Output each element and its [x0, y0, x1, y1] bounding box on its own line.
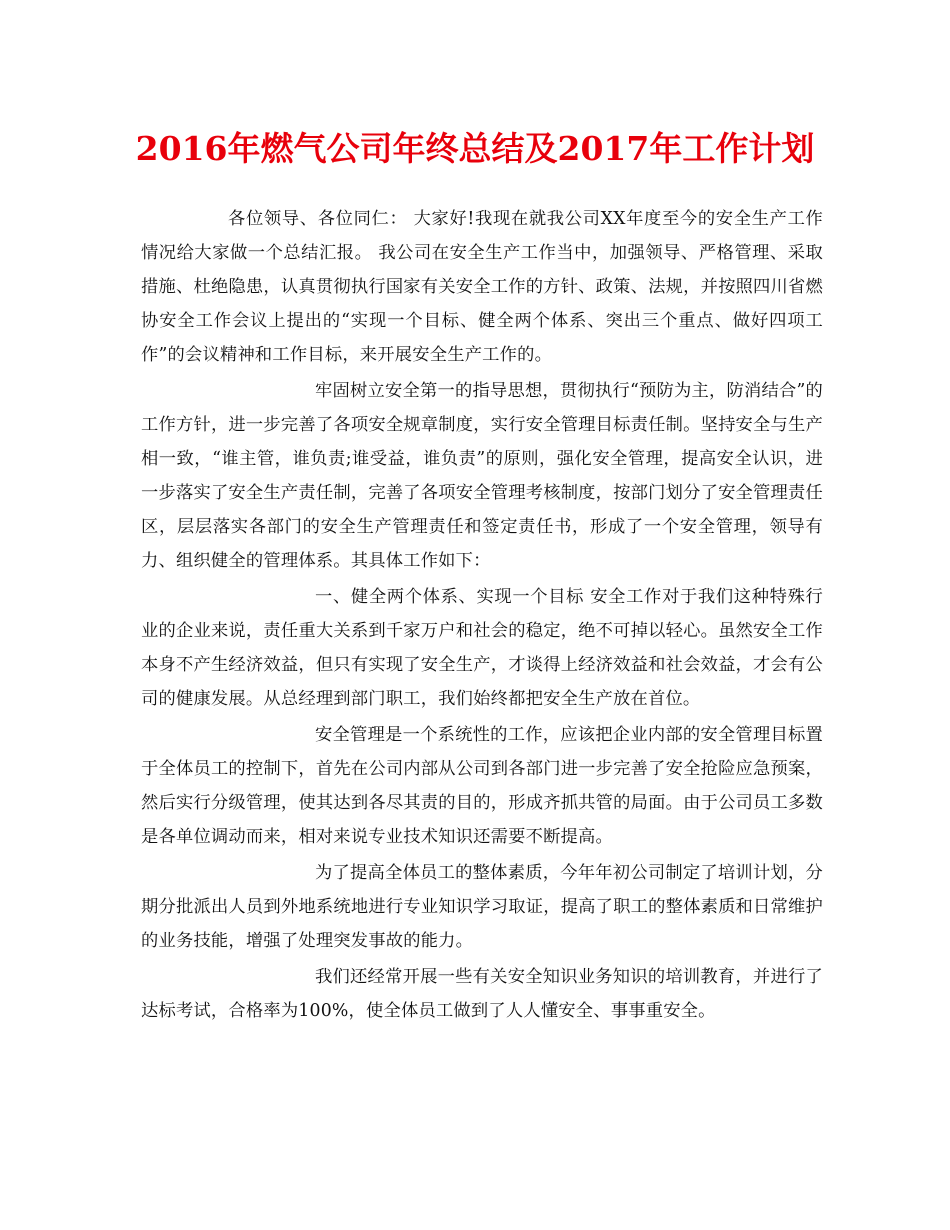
- paragraph-greeting-summary: 各位领导、各位同仁： 大家好!我现在就我公司XX年度至今的安全生产工作情况给大家做一个总结汇报。 我公司在安全生产工作当中，加强领导、严格管理、采取措施、杜绝隐患，认真贯彻执行国家有关安全工作的方针、政策、法规，并按照四川省燃协安全工作会议上提出的“实现一个目标、健全两个体系、突出三个重点、做好四项工作”的会议精神和工作目标，来开展安全生产工作的。: [141, 209, 823, 365]
- document-body: [141, 202, 823, 1028]
- document-title: 2016年燃气公司年终总结及2017年工作计划: [135, 129, 815, 168]
- paragraph-safety-philosophy: 牢固树立安全第一的指导思想，贯彻执行“预防为主，防消结合”的工作方针，进一步完善了各项安全规章制度，实行安全管理目标责任制。坚持安全与生产相一致，“谁主管，谁负责;谁受益，谁负责”的原则，强化安全管理，提高安全认识，进一步落实了安全生产责任制，完善了各项安全管理考核制度，按部门划分了安全管理责任区，层层落实各部门的安全生产管理责任和签定责任书，形成了一个安全管理，领导有力、组织健全的管理体系。其具体工作如下：: [141, 381, 823, 571]
- paragraph-safety-management: 安全管理是一个系统性的工作，应该把企业内部的安全管理目标置于全体员工的控制下，首先在公司内部从公司到各部门进一步完善了安全抢险应急预案，然后实行分级管理，使其达到各尽其责的目的，形成齐抓共管的局面。由于公司员工多数是各单位调动而来，相对来说专业技术知识还需要不断提高。: [141, 725, 823, 847]
- paragraph-staff-training: 为了提高全体员工的整体素质，今年年初公司制定了培训计划，分期分批派出人员到外地系统地进行专业知识学习取证，提高了职工的整体素质和日常维护的业务技能，增强了处理突发事故的能力。: [141, 863, 823, 951]
- paragraph-knowledge-exam: 我们还经常开展一些有关安全知识业务知识的培训教育，并进行了达标考试，合格率为100%，使全体员工做到了人人懂安全、事事重安全。: [141, 967, 823, 1021]
- paragraph-two-systems-one-goal: 一、健全两个体系、实现一个目标 安全工作对于我们这种特殊行业的企业来说，责任重大关系到千家万户和社会的稳定，绝不可掉以轻心。虽然安全工作本身不产生经济效益，但只有实现了安全生产，才谈得上经济效益和社会效益，才会有公司的健康发展。从总经理到部门职工，我们始终都把安全生产放在首位。: [141, 587, 823, 709]
